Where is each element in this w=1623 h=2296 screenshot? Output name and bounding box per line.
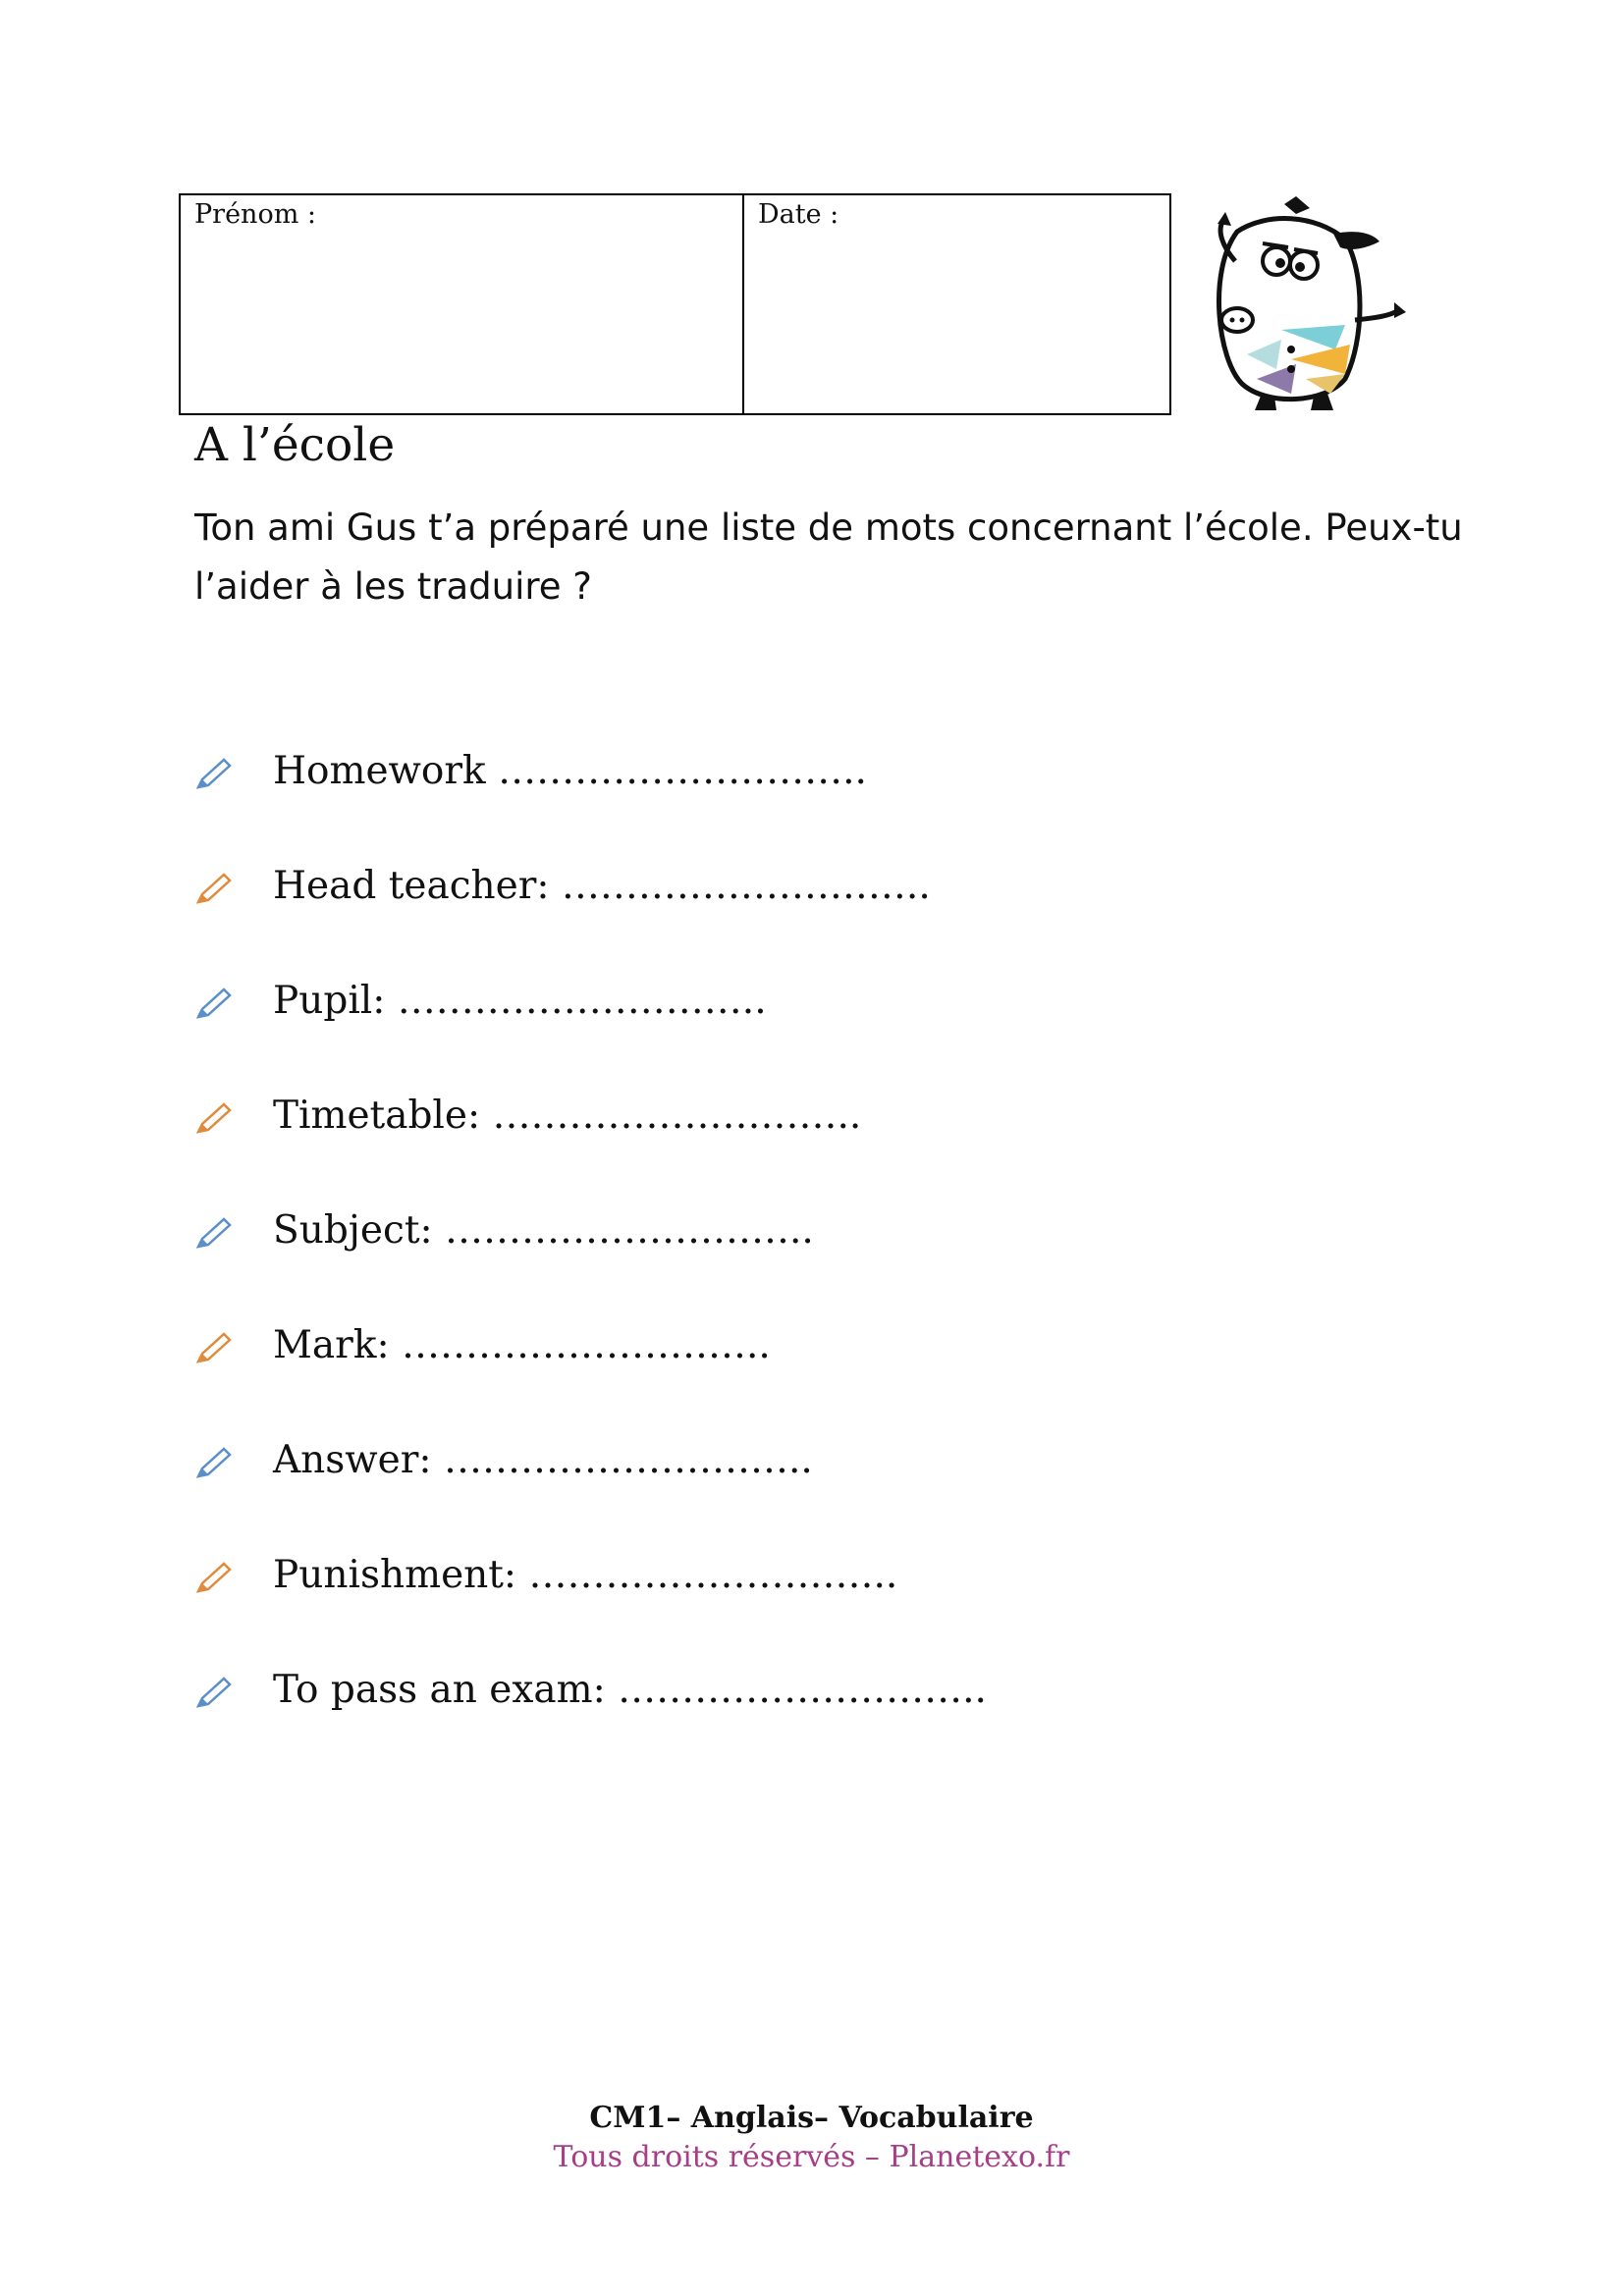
student-info-box — [179, 193, 1171, 415]
blue-pencil-icon — [194, 984, 234, 1023]
orange-pencil-icon — [194, 869, 234, 908]
blue-pencil-icon — [194, 1213, 234, 1253]
item-text: Mark: ……………………….. — [273, 1323, 771, 1367]
footer-copyright: Tous droits réservés – Planetexo.fr — [553, 2140, 1070, 2174]
orange-pencil-icon — [194, 1558, 234, 1597]
blue-pencil-icon — [194, 754, 234, 793]
page-title: A l’école — [194, 418, 396, 472]
orange-pencil-icon — [194, 1098, 234, 1138]
item-text: Homework ……………………….. — [273, 749, 867, 793]
item-text: Timetable: ……………………….. — [273, 1094, 862, 1138]
footer-title: CM1– Anglais– Vocabulaire — [589, 2101, 1034, 2135]
item-text: To pass an exam: ……………………….. — [273, 1668, 987, 1712]
item-text: Pupil: ……………………….. — [273, 979, 767, 1023]
name-label: Prénom : — [194, 199, 316, 230]
date-cell[interactable] — [744, 195, 1169, 413]
blue-pencil-icon — [194, 1673, 234, 1712]
orange-pencil-icon — [194, 1328, 234, 1367]
item-text: Answer: ……………………….. — [273, 1438, 813, 1482]
gus-mascot-icon — [1198, 192, 1414, 413]
item-text: Punishment: ……………………….. — [273, 1553, 898, 1597]
item-text: Subject: ……………………….. — [273, 1208, 814, 1253]
date-label: Date : — [758, 199, 839, 230]
name-cell[interactable] — [181, 195, 744, 413]
instructions-text: Ton ami Gus t’a préparé une liste de mots concernant l’école. Peux-tu l’aider à les traduire ? — [194, 507, 1463, 608]
item-text: Head teacher: ……………………….. — [273, 864, 931, 908]
blue-pencil-icon — [194, 1443, 234, 1482]
